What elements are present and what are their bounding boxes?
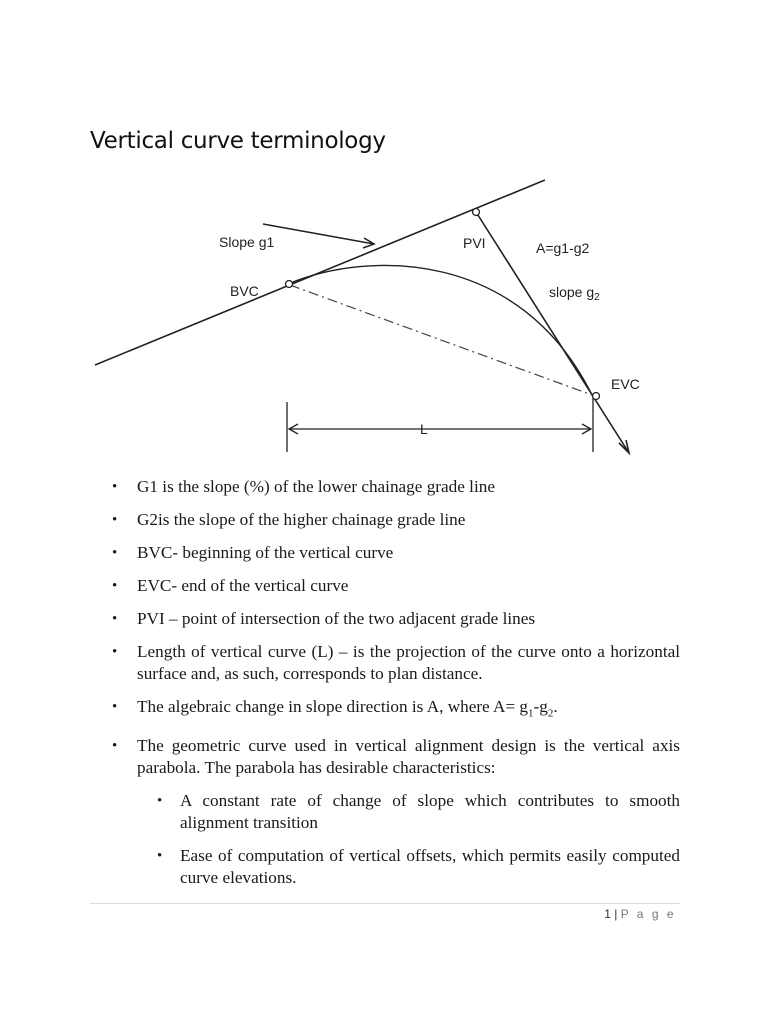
page-title: Vertical curve terminology xyxy=(90,128,386,154)
page-footer xyxy=(604,907,676,921)
list-item: • PVI – point of intersection of the two adjacent grade lines xyxy=(112,608,680,630)
vertical-curve xyxy=(288,265,592,395)
label-a-equation: A=g1-g2 xyxy=(536,240,590,256)
list-item: • G2is the slope of the higher chainage grade line xyxy=(112,509,680,531)
footer-divider xyxy=(90,903,680,904)
bvc-point xyxy=(286,281,293,288)
list-item: • G1 is the slope (%) of the lower chainage grade line xyxy=(112,476,680,498)
page-number: 1 xyxy=(604,907,611,921)
footer-separator: | xyxy=(614,907,618,921)
grade-line-g1 xyxy=(95,180,545,365)
slope-g1-pointer xyxy=(263,224,374,244)
list-item: • The algebraic change in slope direction is A, where $A= g_1-g_2$. xyxy=(112,696,680,724)
label-bvc: BVC xyxy=(230,283,259,299)
list-item: • A constant rate of change of slope which contributes to smooth alignment transition xyxy=(157,790,680,834)
pvi-point xyxy=(473,209,480,216)
label-slope-g2: slope $g_2$ xyxy=(549,284,600,303)
label-pvi: PVI xyxy=(463,235,486,251)
curve-chord xyxy=(290,285,592,395)
page-word: P a g e xyxy=(620,907,676,921)
list-item: • EVC- end of the vertical curve xyxy=(112,575,680,597)
label-evc: EVC xyxy=(611,376,640,392)
list-item: • Ease of computation of vertical offsets, which permits easily computed curve elevations. xyxy=(157,845,680,889)
list-item: • BVC- beginning of the vertical curve xyxy=(112,542,680,564)
label-length: L xyxy=(420,421,428,437)
label-slope-g1: Slope g1 xyxy=(219,234,275,250)
terminology-list xyxy=(112,476,680,900)
list-item: • Length of vertical curve (L) – is the projection of the curve onto a horizontal surface and, as such, corresponds to plan distance. xyxy=(112,641,680,685)
vertical-curve-diagram xyxy=(0,170,768,470)
label-slope-g2-subscript: 2 xyxy=(594,292,600,303)
list-item: • The geometric curve used in vertical alignment design is the vertical axis parabola. The parabola has desirable characteristics: xyxy=(112,735,680,779)
